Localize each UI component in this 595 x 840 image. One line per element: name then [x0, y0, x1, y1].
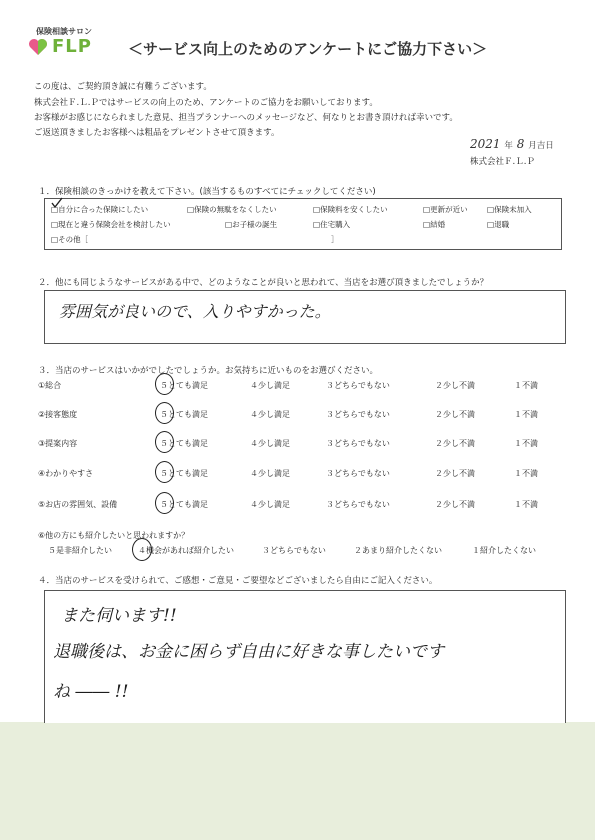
selection-circle: [155, 492, 174, 514]
q1-option[interactable]: □保険の無駄をなくしたい: [187, 205, 277, 214]
date-year: 2021: [470, 137, 501, 151]
rating-option[interactable]: ５とても満足: [160, 410, 208, 419]
q6-option[interactable]: ５是非紹介したい: [48, 546, 112, 555]
selection-circle: [155, 431, 174, 453]
rating-option[interactable]: ２少し不満: [435, 500, 475, 509]
rating-option[interactable]: ３どちらでもない: [326, 500, 390, 509]
logo-subtitle: 保険相談サロン: [36, 27, 92, 36]
rating-option[interactable]: ４少し満足: [250, 381, 290, 390]
q3-row-label: ②接客態度: [38, 410, 78, 419]
rating-option[interactable]: ４少し満足: [250, 410, 290, 419]
date-month: 8: [516, 137, 525, 151]
date-month-label: 月吉日: [528, 141, 554, 151]
q4-handwritten-line: ね ―― !!: [53, 682, 129, 702]
company-name: 株式会社Ｆ.Ｌ.Ｐ: [470, 157, 535, 167]
intro-line: ご返送頂きましたお客様へは粗品をプレゼントさせて頂きます。: [34, 128, 280, 138]
q3-row-label: ④わかりやすさ: [38, 469, 94, 478]
selection-circle: [155, 461, 174, 483]
q3-title: ３．当店のサービスはいかがでしたでしょうか。お気持ちに近いものをお選びください。: [38, 366, 379, 376]
q2-handwritten-answer: 雰囲気が良いので、入りやすかった。: [59, 302, 331, 321]
rating-option[interactable]: ５とても満足: [160, 500, 208, 509]
page-title: ＜サービス向上のためのアンケートにご協力下さい＞: [128, 40, 488, 58]
q4-title: ４．当店のサービスを受けられて、ご感想・ご意見・ご要望などございましたら自由にご記入ください。: [38, 576, 438, 586]
rating-option[interactable]: １不満: [514, 410, 538, 419]
rating-option[interactable]: ２少し不満: [435, 439, 475, 448]
rating-option[interactable]: ４少し満足: [250, 439, 290, 448]
q1-option[interactable]: □退職: [487, 220, 510, 229]
q6-option[interactable]: １紹介したくない: [472, 546, 536, 555]
rating-option[interactable]: １不満: [514, 381, 538, 390]
rating-option[interactable]: ２少し不満: [435, 410, 475, 419]
q3-row-label: ⑤お店の雰囲気、設備: [38, 500, 118, 509]
q3-row-label: ①総合: [38, 381, 62, 390]
rating-option[interactable]: ５とても満足: [160, 439, 208, 448]
q1-option[interactable]: □自分に合った保険にしたい: [51, 205, 149, 214]
rating-option[interactable]: ３どちらでもない: [326, 410, 390, 419]
rating-option[interactable]: １不満: [514, 439, 538, 448]
intro-line: お客様がお感じになられました意見、担当プランナーへのメッセージなど、何なりとお書き頂ければ幸いです。: [34, 113, 458, 123]
q3-row-label: ③提案内容: [38, 439, 78, 448]
rating-option[interactable]: ２少し不満: [435, 381, 475, 390]
q4-answer-box[interactable]: [44, 590, 566, 723]
rating-option[interactable]: ４少し満足: [250, 500, 290, 509]
q1-option-other[interactable]: □その他［: [51, 235, 89, 244]
q1-option[interactable]: □保険未加入: [487, 205, 532, 214]
intro-line: この度は、ご契約頂き誠に有難うございます。: [34, 82, 212, 92]
q1-title: １．保険相談のきっかけを教えて下さい。(該当するものすべてにチェックしてください): [38, 187, 376, 197]
logo-name: FLP: [52, 36, 92, 57]
q6-option[interactable]: ２あまり紹介したくない: [354, 546, 442, 555]
rating-option[interactable]: ２少し不満: [435, 469, 475, 478]
q1-option[interactable]: □結婚: [423, 220, 446, 229]
selection-circle: [132, 538, 152, 561]
q1-option[interactable]: □住宅購入: [313, 220, 351, 229]
rating-option[interactable]: ５とても満足: [160, 381, 208, 390]
date-year-label: 年: [504, 141, 513, 151]
rating-option[interactable]: ４少し満足: [250, 469, 290, 478]
q2-answer-box[interactable]: [44, 290, 566, 344]
rating-option[interactable]: ３どちらでもない: [326, 439, 390, 448]
date: [470, 137, 554, 151]
rating-option[interactable]: ３どちらでもない: [326, 469, 390, 478]
q6-option[interactable]: ３どちらでもない: [262, 546, 326, 555]
q6-option[interactable]: ４機会があれば紹介したい: [138, 546, 234, 555]
heart-logo-icon: [28, 38, 48, 56]
q4-handwritten-line: 退職後は、お金に困らず自由に好きな事したいです: [53, 642, 444, 662]
q1-option[interactable]: □現在と違う保険会社を検討したい: [51, 220, 171, 229]
q1-options-box: [44, 198, 562, 250]
q1-option-other-close: ］: [331, 235, 339, 244]
q1-option[interactable]: □保険料を安くしたい: [313, 205, 388, 214]
q2-title: ２．他にも同じようなサービスがある中で、どのようなことが良いと思われて、当店をお選び頂きましたでしょうか？: [38, 278, 489, 288]
selection-circle: [155, 402, 174, 424]
rating-option[interactable]: １不満: [514, 469, 538, 478]
q6-title: ⑥他の方にも紹介したいと思われますか？: [38, 531, 190, 540]
intro-line: 株式会社Ｆ.Ｌ.Ｐではサービスの向上のため、アンケートのご協力をお願いしております。: [34, 98, 378, 108]
selection-circle: [155, 373, 174, 395]
rating-option[interactable]: ３どちらでもない: [326, 381, 390, 390]
rating-option[interactable]: ５とても満足: [160, 469, 208, 478]
q1-option[interactable]: □更新が近い: [423, 205, 468, 214]
rating-option[interactable]: １不満: [514, 500, 538, 509]
q4-handwritten-line: また伺います!!: [61, 606, 177, 626]
q1-option[interactable]: □お子様の誕生: [225, 220, 278, 229]
checkmark-icon: [50, 196, 64, 210]
